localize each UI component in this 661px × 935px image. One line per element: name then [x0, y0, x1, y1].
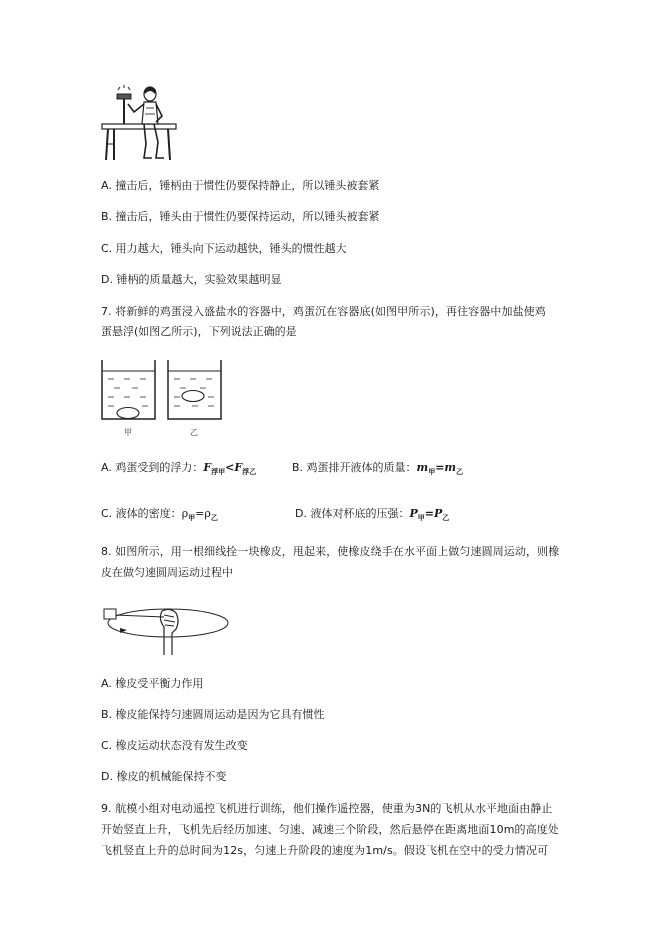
q7-option-d-text: D. 液体对杯底的压强：: [295, 507, 410, 520]
q8-stem-line-1: 8. 如图所示，用一根细线拴一块橡皮，甩起来，使橡皮绕手在水平面上做匀速圆周运动，则橡: [101, 545, 560, 558]
q9-line-1: 9. 航模小组对电动遥控飞机进行训练，他们操作遥控器，使重为3N的飞机从水平地面由静止: [101, 802, 553, 815]
q6-option-a: A. 撞击后，锤柄由于惯性仍要保持静止，所以锤头被套紧: [101, 179, 380, 192]
label-yi: 乙: [190, 428, 198, 437]
q7-stem-line-2: 蛋悬浮(如图乙所示)，下列说法正确的是: [101, 325, 297, 338]
opt-b-right-sub: 乙: [456, 467, 464, 476]
q7-option-c: [101, 507, 218, 525]
opt-a-left: F: [203, 461, 212, 474]
rubber-circle-figure: [100, 595, 230, 661]
q6-option-c: C. 用力越大，锤头向下运动越快，锤头的惯性越大: [101, 242, 347, 255]
q7-option-a: [101, 461, 256, 479]
q9-line-2: 开始竖直上升，飞机先后经历加速、匀速、减速三个阶段，然后悬停在距离地面10m的高度处: [101, 823, 559, 836]
q7-option-c-text: C. 液体的密度：: [101, 507, 182, 520]
opt-a-left-sub: 浮甲: [211, 467, 226, 476]
opt-d-right: P: [433, 507, 443, 520]
opt-c-op: =: [195, 507, 205, 520]
opt-a-op: <: [225, 461, 235, 474]
q8-option-d: D. 橡皮的机械能保持不变: [101, 770, 227, 783]
q8-option-a: A. 橡皮受平衡力作用: [101, 677, 204, 690]
q7-stem-line-1: 7. 将新鲜的鸡蛋浸入盛盐水的容器中，鸡蛋沉在容器底(如图甲所示)，再往容器中加盐使鸡: [101, 305, 546, 318]
opt-d-right-sub: 乙: [442, 513, 450, 522]
q7-option-b: [292, 461, 463, 479]
opt-c-right-sub: 乙: [210, 513, 218, 522]
q6-option-d: D. 锤柄的质量越大，实验效果越明显: [101, 273, 282, 286]
opt-d-left: P: [409, 507, 418, 520]
opt-c-left-sub: 甲: [188, 513, 196, 522]
opt-d-op: =: [424, 507, 434, 520]
q7-option-d: [295, 507, 449, 525]
q8-stem-line-2: 皮在做匀速圆周运动过程中: [101, 566, 233, 579]
q7-option-a-text: A. 鸡蛋受到的浮力：: [101, 461, 204, 474]
q6-option-b: B. 撞击后，锤头由于惯性仍要保持运动，所以锤头被套紧: [101, 210, 380, 223]
hammer-bench-figure: [100, 82, 180, 164]
opt-b-right: m: [444, 461, 457, 474]
opt-b-left-sub: 甲: [428, 467, 436, 476]
q9-line-3: 飞机竖直上升的总时间为12s，匀速上升阶段的速度为1m/s。假设飞机在空中的受力情况可: [101, 844, 549, 857]
egg-containers-figure: [100, 357, 228, 439]
label-jia: 甲: [124, 428, 132, 437]
q7-option-b-text: B. 鸡蛋排开液体的质量：: [292, 461, 417, 474]
opt-c-left: ρ: [181, 507, 189, 520]
opt-b-left: m: [416, 461, 429, 474]
opt-a-right: F: [234, 461, 243, 474]
opt-a-right-sub: 浮乙: [242, 467, 257, 476]
opt-b-op: =: [435, 461, 445, 474]
q8-option-c: C. 橡皮运动状态没有发生改变: [101, 739, 248, 752]
opt-d-left-sub: 甲: [417, 513, 425, 522]
opt-c-right: ρ: [204, 507, 211, 520]
q8-option-b: B. 橡皮能保持匀速圆周运动是因为它具有惯性: [101, 708, 325, 721]
